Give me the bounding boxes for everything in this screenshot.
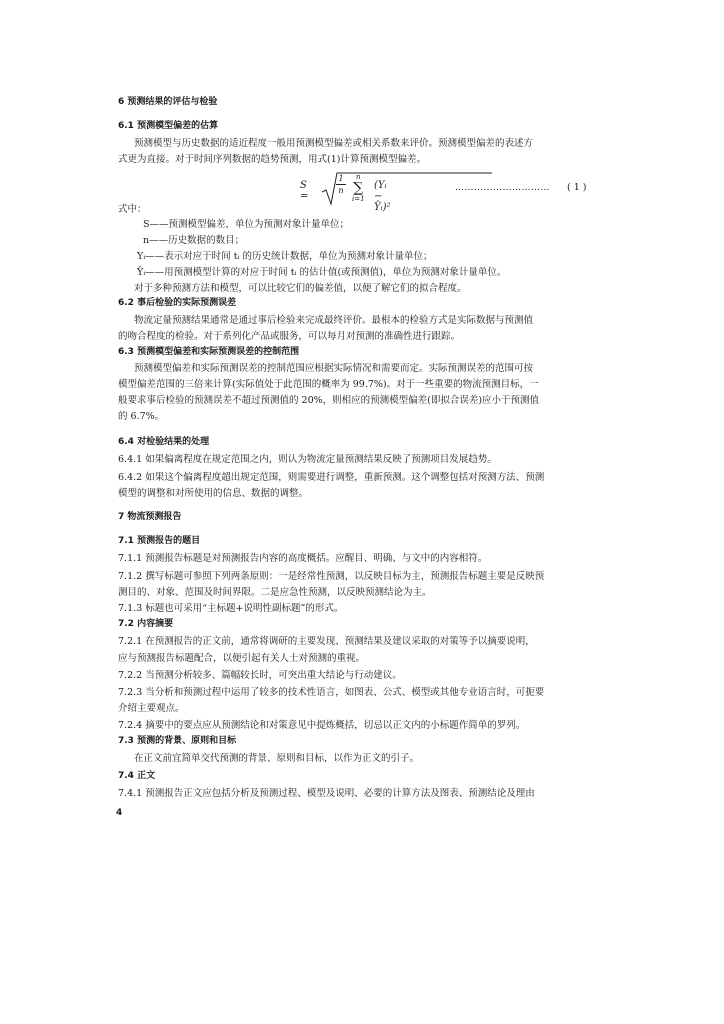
paragraph-line: 在正文前宜简单交代预测的背景、原则和目标，以作为正文的引子。 [134, 753, 420, 764]
section-7-2-heading: 7.2 内容摘要 [118, 619, 174, 629]
fraction [336, 174, 346, 195]
clause-6-4-1: 6.4.1 如果偏离程度在规定范围之内，则认为物流定量预测结果反映了预测项目发展趋势。 [118, 454, 497, 465]
paragraph-line: 的 6.7%。 [118, 411, 165, 422]
variable-definition: Ŷᵢ——用预测模型计算的对应于时间 tᵢ 的估计值(或预测值)，单位为预测对象计量单位。 [137, 267, 507, 278]
sum-sign: ∑ [353, 180, 364, 196]
section-6-4-heading: 6.4 对检验结果的处理 [118, 437, 210, 447]
clause-7-2-4: 7.2.4 摘要中的要点应从预测结论和对策意见中提炼概括，切忌以正文内的小标题作简单的罗列。 [118, 720, 526, 731]
paragraph-line: 的吻合程度的检验。对于系列化产品或服务，可以每月对预测的准确性进行跟踪。 [118, 331, 461, 342]
variable-definition: S——预测模型偏差，单位为预测对象计量单位； [143, 219, 350, 230]
clause-7-1-3: 7.1.3 标题也可采用“主标题+说明性副标题”的形式。 [118, 603, 344, 614]
section-6-2-heading: 6.2 事后检验的实际预测误差 [118, 298, 237, 308]
variable-definition: n——历史数据的数目； [143, 235, 245, 246]
sum-lower-limit: i=1 [352, 195, 365, 203]
where-label: 式中： [118, 204, 147, 215]
section-7-4-heading: 7.4 正文 [118, 771, 156, 781]
clause-6-4-2: 6.4.2 如果这个偏离程度超出规定范围，则需要进行调整，重新预测。这个调整包括对预测方法、预测 [118, 472, 545, 483]
section-7-1-heading: 7.1 预测报告的题目 [118, 536, 201, 546]
clause-7-2-3: 7.2.3 当分析和预测过程中运用了较多的技术性语言，如图表、公式、模型或其他专业语言时，可扼要 [118, 687, 545, 698]
clause-7-1-2: 7.1.2 撰写标题可参照下列两条原则：一是经常性预测，以反映目标为主，预测报告标题主要是反映预 [118, 571, 545, 582]
formula-expression: (Yᵢ − Ŷᵢ)² [374, 180, 391, 213]
clause-7-1-1: 7.1.1 预测报告标题是对预测报告内容的高度概括。应醒目、明确、与文中的内容相符。 [118, 553, 488, 564]
fraction-bar [336, 184, 346, 185]
paragraph-line: 预测模型与历史数据的适近程度一般用预测模型偏差或相关系数来评价。预测模型偏差的表述方 [134, 138, 534, 149]
paragraph-line: 式更为直接。对于时间序列数据的趋势预测，用式(1)计算预测模型偏差。 [118, 154, 426, 165]
paragraph-line: 介绍主要观点。 [118, 703, 185, 714]
paragraph-line: 预测模型偏差和实际预测误差的控制范围应根据实际情况和需要而定。实际预测误差的范围可按 [134, 363, 534, 374]
variable-definition: Yᵢ——表示对应于时间 tᵢ 的历史统计数据，单位为预测对象计量单位； [137, 251, 433, 262]
clause-7-4-1: 7.4.1 预测报告正文应包括分析及预测过程、模型及说明、必要的计算方法及图表、预测结论及理由 [118, 788, 535, 799]
section-6-1-heading: 6.1 预测模型偏差的估算 [118, 121, 219, 131]
paragraph-line: 般要求事后检验的预测误差不超过预测值的 20%，则相应的预测模型偏差(即拟合误差)应小于预测值 [118, 395, 540, 406]
clause-7-2-1: 7.2.1 在预测报告的正文前，通常将调研的主要发现、预测结果及建议采取的对策等予以摘要说明， [118, 636, 535, 647]
summation [352, 173, 365, 203]
formula-lhs: S = [300, 180, 309, 202]
paragraph-line: 对于多种预测方法和模型，可以比较它们的偏差值，以便了解它们的拟合程度。 [134, 283, 467, 294]
page-number: 4 [116, 808, 123, 818]
section-7-3-heading: 7.3 预测的背景、原则和目标 [118, 736, 237, 746]
section-7-heading: 7 物流预测报告 [118, 512, 182, 522]
paragraph-line: 物流定量预测结果通常是通过事后检验来完成最终评价。最根本的检验方式是实际数据与预测值 [134, 315, 534, 326]
fraction-numerator: 1 [338, 174, 344, 183]
paragraph-line: 模型偏差范围的三倍来计算(实际值处于此范围的概率为 99.7%)。对于一些重要的物流预测目标，一 [118, 379, 539, 390]
paragraph-line: 测目的、对象、范围及时间界限。二是应急性预测，以反映预测结论为主。 [118, 587, 432, 598]
equation-number: ( 1 ) [567, 182, 587, 193]
paragraph-line: 应与预测报告标题配合，以便引起有关人士对预测的重视。 [118, 653, 366, 664]
section-6-heading: 6 预测结果的评估与检验 [118, 97, 218, 107]
equation-leader-dots: ………………………… [455, 183, 550, 193]
sum-upper-limit: n [356, 173, 361, 181]
section-6-3-heading: 6.3 预测模型偏差和实际预测误差的控制范围 [118, 347, 300, 357]
clause-7-2-2: 7.2.2 当预测分析较多、篇幅较长时，可突出重大结论与行动建议。 [118, 670, 402, 681]
paragraph-line: 模型的调整和对所使用的信息、数据的调整。 [118, 488, 309, 499]
fraction-denominator: n [338, 186, 344, 195]
